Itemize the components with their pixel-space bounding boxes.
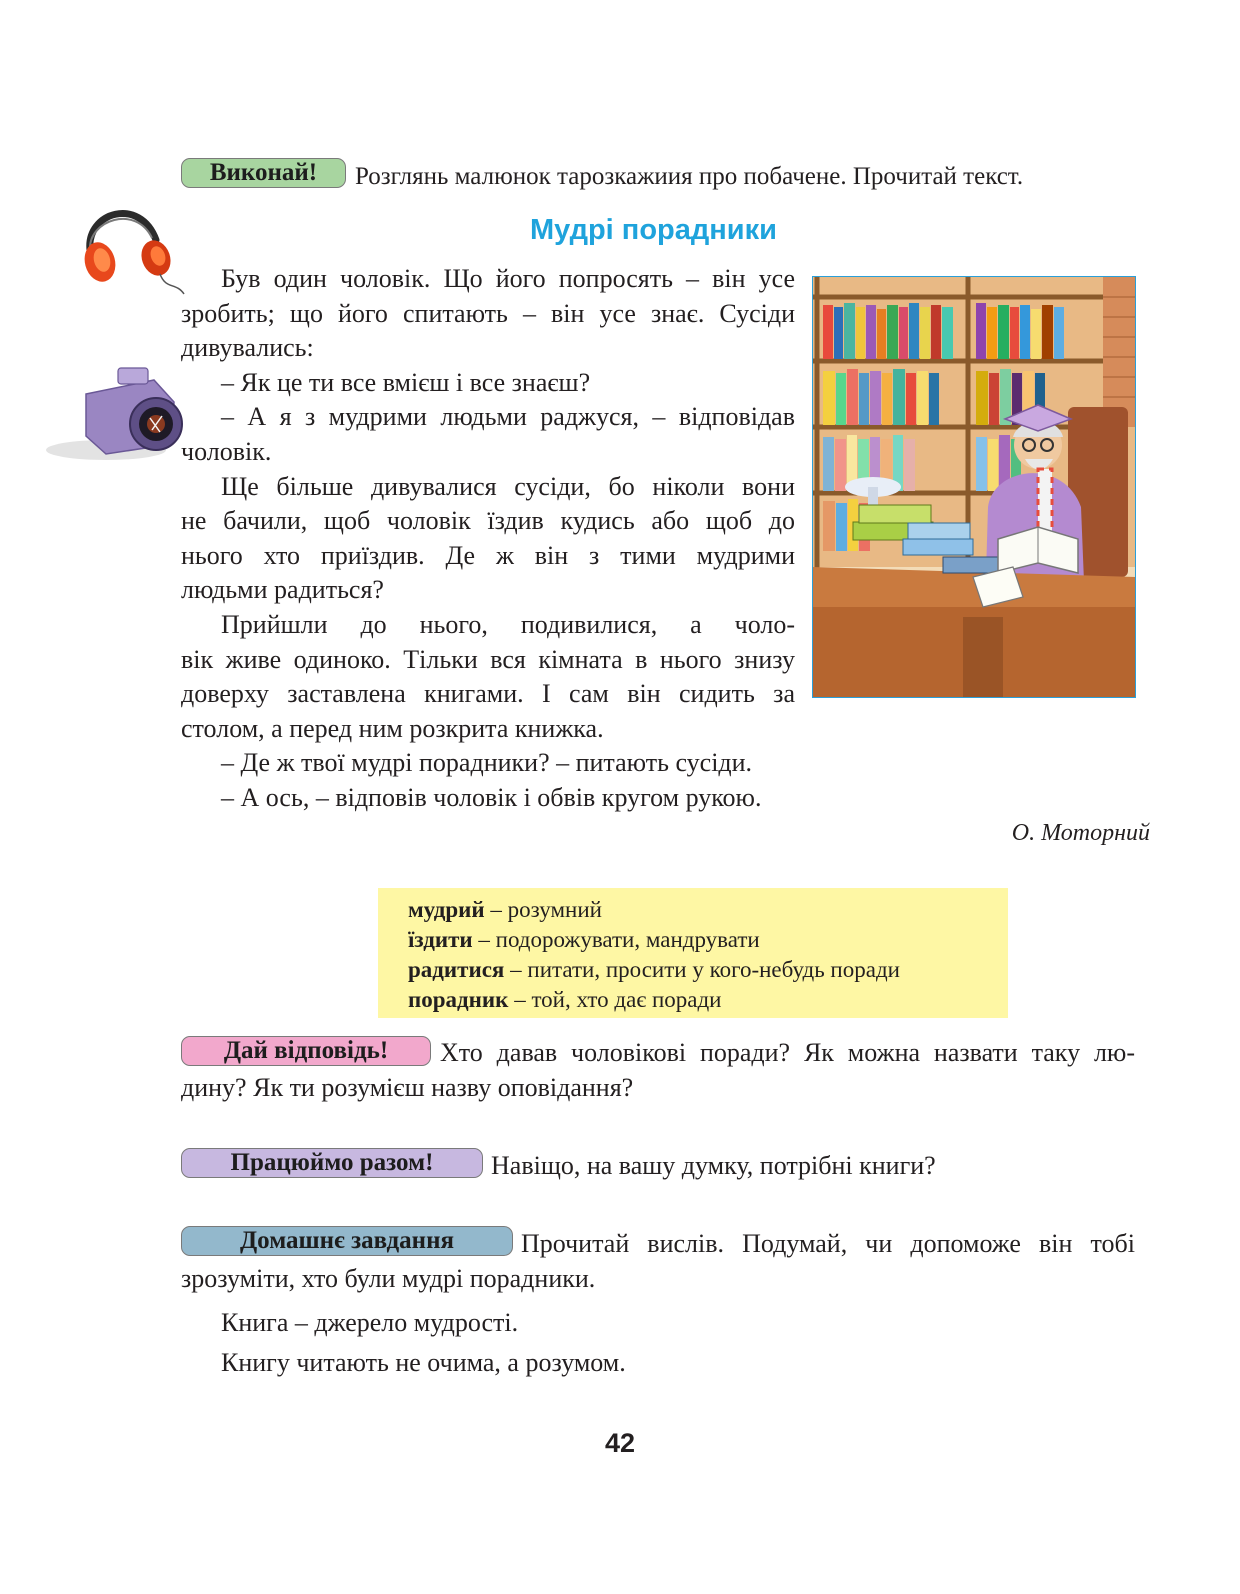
story-line: доверху заставлена книгами. І сам він сидить за bbox=[181, 679, 795, 709]
together-badge: Працюймо разом! bbox=[181, 1148, 483, 1178]
saying: Книгу читають не очима, а розумом. bbox=[221, 1348, 626, 1377]
story-author: О. Моторний bbox=[1011, 820, 1150, 846]
execute-badge: Виконай! bbox=[181, 158, 346, 188]
story-line: чоловік. bbox=[181, 436, 272, 466]
together-question: Навіщо, на вашу думку, потрібні книги? bbox=[491, 1151, 936, 1180]
glossary-entry bbox=[408, 895, 1008, 925]
glossary-term: порадник bbox=[408, 987, 509, 1012]
glossary-definition: – питати, просити у кого-небудь поради bbox=[504, 957, 900, 982]
glossary-box bbox=[378, 888, 1008, 1018]
story-line: вік живе одиноко. Тільки вся кімната в нього знизу bbox=[181, 644, 795, 674]
story-line: – Як це ти все вмієш і все знаєш? bbox=[221, 367, 591, 397]
story-line: Прийшли до нього, подивилися, а чоло- bbox=[221, 609, 795, 639]
story-line: столом, а перед ним розкрита книжка. bbox=[181, 713, 604, 743]
story-line: нього хто приїздив. Де ж він з тими мудрими bbox=[181, 540, 795, 570]
library-reader-illustration bbox=[812, 276, 1136, 698]
glossary-entry bbox=[408, 955, 1008, 985]
camera-icon bbox=[46, 366, 188, 466]
story-line: – Де ж твої мудрі порадники? – питають сусіди. bbox=[221, 748, 753, 778]
glossary-entry bbox=[408, 985, 1008, 1015]
glossary-entry bbox=[408, 925, 1008, 955]
story-line: людьми радиться? bbox=[181, 575, 384, 605]
glossary-term: їздити bbox=[408, 927, 473, 952]
saying: Книга – джерело мудрості. bbox=[221, 1308, 519, 1337]
story-line: – А я з мудрими людьми раджуся, – відповідав bbox=[221, 402, 795, 432]
homework-line1: Прочитай вислів. Подумай, чи допоможе він тобі bbox=[521, 1229, 1135, 1258]
story-line: зробить; що його спитають – він усе знає. Сусіди bbox=[181, 298, 795, 328]
story-line: Був один чоловік. Що його попросять – він усе bbox=[221, 264, 795, 293]
glossary-term: радитися bbox=[408, 957, 505, 982]
answer-question-line1: Хто давав чоловікові поради? Як можна назвати таку лю- bbox=[440, 1038, 1135, 1067]
story-line: дивувались: bbox=[181, 333, 314, 363]
page-number: 42 bbox=[604, 1428, 636, 1458]
homework-line2: зрозуміти, хто були мудрі порадники. bbox=[181, 1264, 596, 1293]
glossary-term: мудрий bbox=[408, 897, 485, 922]
story-line: – А ось, – відповів чоловік і обвів кругом рукою. bbox=[221, 782, 762, 812]
glossary-definition: – подорожувати, мандрувати bbox=[472, 927, 760, 952]
story-line: Ще більше дивувалися сусіди, бо ніколи вони bbox=[221, 471, 795, 501]
execute-instruction: Розглянь малюнок тарозкажиия про побачене. Прочитай текст. bbox=[355, 163, 1024, 190]
glossary-definition: – розумний bbox=[484, 897, 602, 922]
glossary-definition: – той, хто дає поради bbox=[508, 987, 722, 1012]
story-line: не бачили, щоб чоловік їздив кудись або щоб до bbox=[181, 506, 795, 536]
story-narrow-column bbox=[181, 262, 795, 816]
story-title: Мудрі порадники bbox=[530, 214, 777, 246]
homework-badge: Домашнє завдання bbox=[181, 1226, 513, 1256]
answer-question-line2: дину? Як ти розумієш назву оповідання? bbox=[181, 1073, 634, 1102]
headphones-icon bbox=[76, 198, 186, 298]
answer-badge: Дай відповідь! bbox=[181, 1036, 431, 1066]
